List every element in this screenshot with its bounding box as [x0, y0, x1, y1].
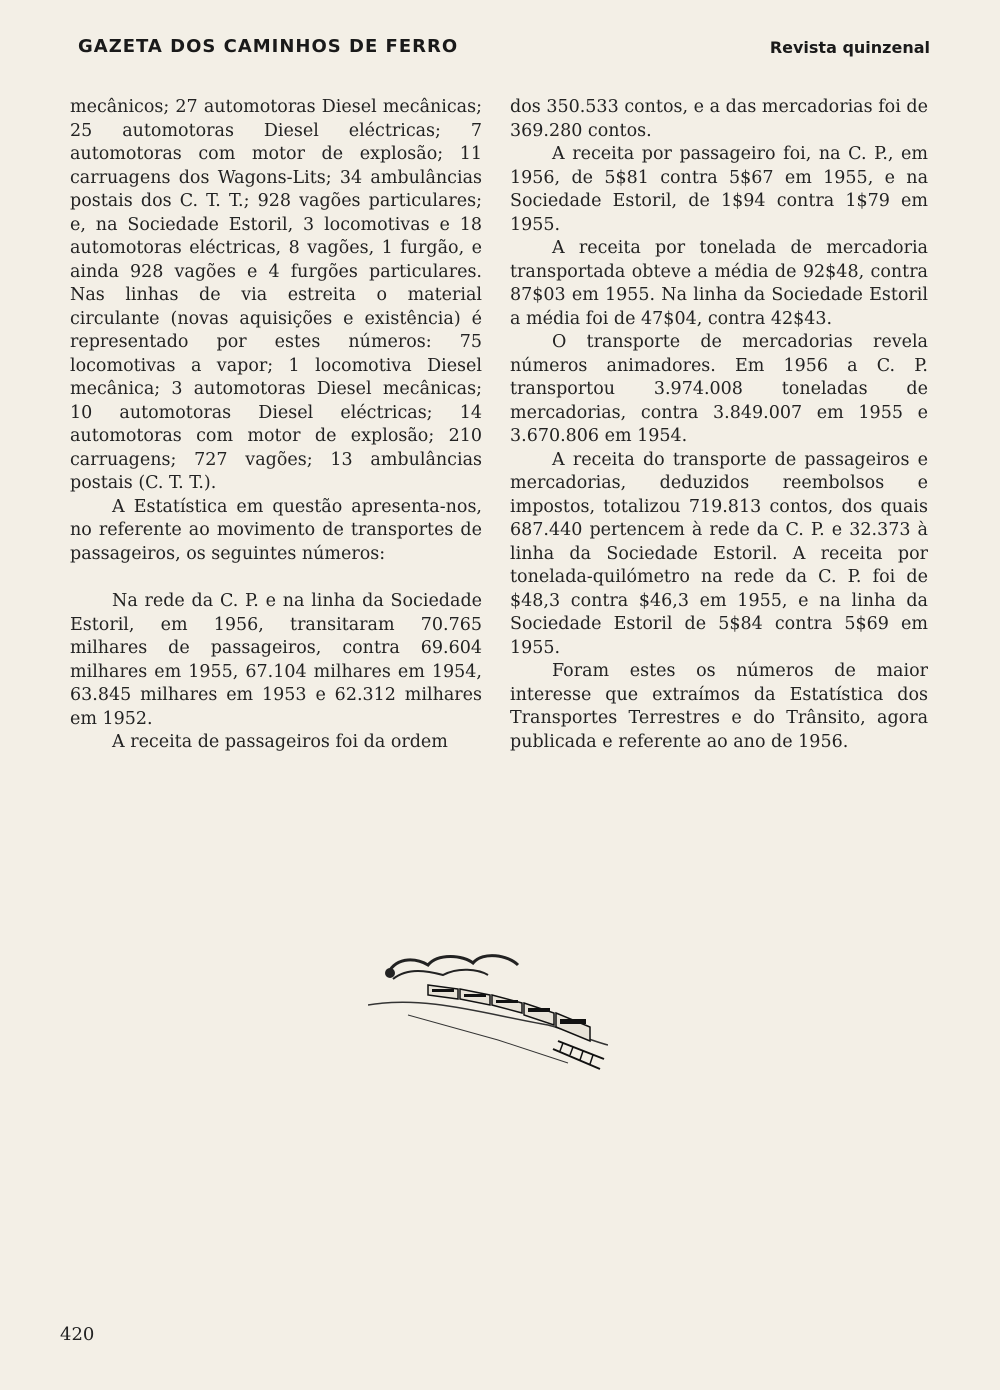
- paragraph: Na rede da C. P. e na linha da Sociedade Estoril, em 1956, transitaram 70.765 milhares de passageiros, contra 69.604 milhares em 1955, 67.104 milhares em 1954, 63.845 milhares em 1953 e 62.312 milhares em 1952.: [70, 591, 482, 729]
- paragraph: A receita do transporte de passageiros e mercadorias, deduzidos reembolsos e impostos, totalizou 719.813 contos, dos quais 687.440 pertencem à rede da C. P. e 32.373 à linha da Sociedade Estoril. A receita por tonelada-quilómetro na rede da C. P. foi de $48,3 contra $46,3 em 1955, e na linha da Sociedade Estoril de 5$84 contra 5$69 em 1955.: [510, 449, 928, 658]
- page-header: [78, 36, 930, 66]
- paragraph: A Estatística em questão apresenta-nos, no referente ao movimento de transportes de passageiros, os seguintes números:: [70, 496, 482, 564]
- publication-subtitle: Revista quinzenal: [769, 38, 930, 57]
- paragraph: mecânicos; 27 automotoras Diesel mecânicas; 25 automotoras Diesel eléctricas; 7 automotoras com motor de explosão; 11 carruagens dos Wagons-Lits; 34 ambulâncias postais dos C. T. T.; 928 vagões particulares; e, na Sociedade Estoril, 3 locomotivas e 18 automotoras eléctricas, 8 vagões, 1 furgão, e ainda 928 vagões e 4 furgões particulares. Nas linhas de via estreita o material circulante (novas aquisições e existência) é representado por estes números: 75 locomotivas a vapor; 1 locomotiva Diesel mecânica; 3 automotoras Diesel mecânicas; 10 automotoras Diesel eléctricas; 14 automotoras com motor de explosão; 210 carruagens; 727 vagões; 13 ambulâncias postais (C. T. T.).: [70, 97, 482, 493]
- paragraph: Foram estes os números de maior interesse que extraímos da Estatística dos Transportes Terrestres e do Trânsito, agora publicada e referente ao ano de 1956.: [510, 661, 928, 752]
- page-number: 420: [60, 1324, 95, 1345]
- paragraph: O transporte de mercadorias revela números animadores. Em 1956 a C. P. transportou 3.974.008 toneladas de mercadorias, contra 3.849.007 em 1955 e 3.670.806 em 1954.: [510, 332, 928, 446]
- train-icon: [368, 945, 608, 1070]
- paragraph: dos 350.533 contos, e a das mercadorias foi de 369.280 contos.: [510, 97, 928, 141]
- paragraph: A receita de passageiros foi da ordem: [112, 732, 448, 752]
- publication-title: GAZETA DOS CAMINHOS DE FERRO: [78, 36, 459, 57]
- paragraph: A receita por tonelada de mercadoria transportada obteve a média de 92$48, contra 87$03 em 1955. Na linha da Sociedade Estoril a média foi de 47$04, contra 42$43.: [510, 238, 928, 329]
- paragraph: A receita por passageiro foi, na C. P., em 1956, de 5$81 contra 5$67 em 1955, e na Sociedade Estoril, de 1$94 contra 1$79 em 1955.: [510, 144, 928, 235]
- left-column: [70, 96, 482, 755]
- right-column: [510, 96, 928, 754]
